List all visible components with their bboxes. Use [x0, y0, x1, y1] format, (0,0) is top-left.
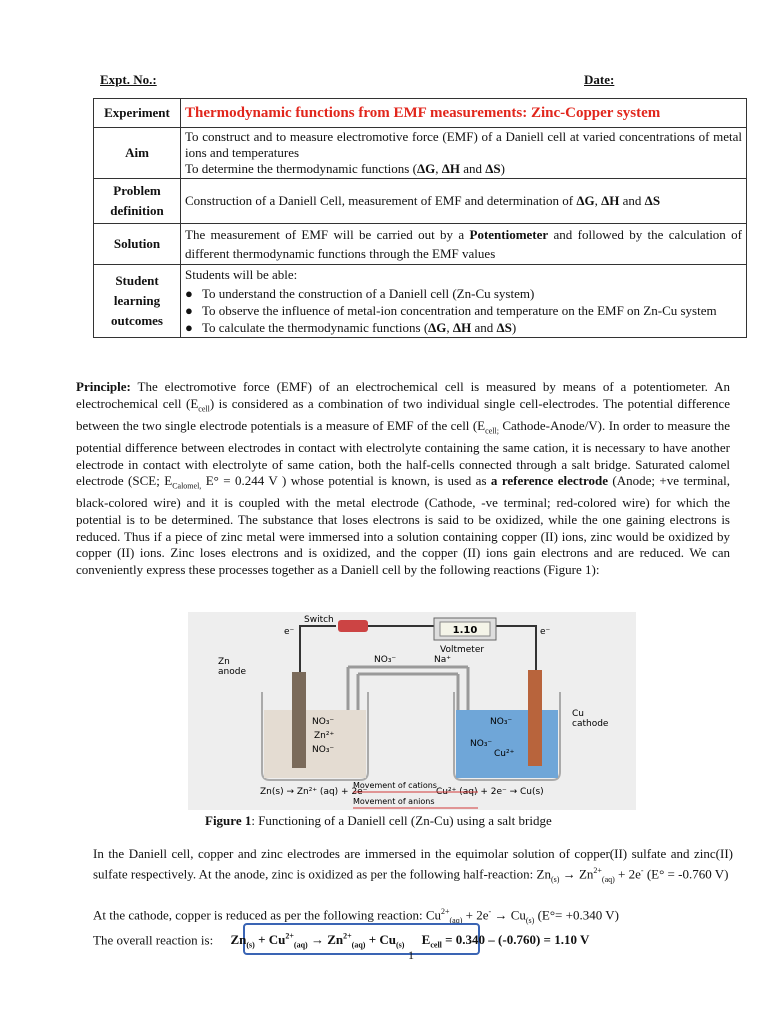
- aim-line1: To construct and to measure electromotive force (EMF) of a Daniell cell at varied concentrations of metal ions and temperatures: [185, 129, 742, 160]
- solution-cell: The measurement of EMF will be carried out by a Potentiometer and followed by the calculation of different thermodynamic functions through the EMF values: [181, 224, 747, 265]
- aim-label: Aim: [94, 128, 181, 179]
- date-label: Date:: [584, 72, 615, 87]
- problem-label: Problem definition: [94, 179, 181, 224]
- aim-cell: [181, 128, 747, 179]
- zn-anode-label-2: anode: [218, 667, 246, 677]
- list-item: ● To observe the influence of metal-ion concentration and temperature on the EMF on Zn-Cu system: [185, 303, 717, 318]
- bullet-icon: ●: [185, 320, 193, 335]
- figure-caption-label: Figure 1: [205, 813, 252, 828]
- aim-line2: To determine the thermodynamic functions (ΔG, ΔH and ΔS): [185, 161, 505, 176]
- figure-caption: [205, 813, 552, 829]
- cu-cathode-label-1: Cu: [572, 709, 584, 719]
- outcomes-label: Student learning outcomes: [94, 265, 181, 338]
- expt-no-label: Expt. No.:: [100, 72, 157, 87]
- solution-label: Solution: [94, 224, 181, 265]
- anode-paragraph: In the Daniell cell, copper and zinc electrodes are immersed in the equimolar solution of copper(II) sulfate and zinc(II) sulfate respectively. At the anode, zinc is oxidized as per the following half-reaction: $Zn_{(s)} \to Zn^{2+}_{(aq)} + 2e^-$ (E° = -0.760 V): [93, 846, 733, 884]
- figure-caption-text: : Functioning of a Daniell cell (Zn-Cu) using a salt bridge: [251, 813, 552, 828]
- table-row: [94, 265, 747, 338]
- daniell-cell-figure: [188, 612, 636, 810]
- table-row: [94, 224, 747, 265]
- list-item: ● To calculate the thermodynamic functions (ΔG, ΔH and ΔS): [185, 320, 517, 335]
- bullet-icon: ●: [185, 303, 193, 318]
- cations-label: Movement of cations: [353, 781, 437, 790]
- zn-anode-label-1: Zn: [218, 657, 230, 667]
- problem-cell: Construction of a Daniell Cell, measurement of EMF and determination of ΔG, ΔH and ΔS: [181, 179, 747, 224]
- bullet-icon: ●: [185, 286, 193, 301]
- experiment-label: Experiment: [94, 99, 181, 128]
- experiment-info-table: [93, 98, 747, 338]
- table-row: [94, 179, 747, 224]
- table-row: [94, 128, 747, 179]
- experiment-title: Thermodynamic functions from EMF measurements: Zinc-Copper system: [181, 99, 747, 128]
- principle-label: Principle:: [76, 379, 131, 394]
- bridge-na-label: Na⁺: [434, 655, 451, 665]
- right-ion-no3-2: NO₃⁻: [470, 739, 493, 749]
- principle-paragraph: Principle: The electromotive force (EMF) of an electrochemical cell is measured by means of a potentiometer. An electrochemical cell $(E_{cell})$ is considered as a combination of two individual single cell-electrodes. The potential difference between the two single electrode potentials is a measure of EMF of the cell ($E_{cell;}$ Cathode-Anode/V). In order to measure the potential difference between electrodes in contact with electrolyte containing the same cation, it is necessary to have another electrode in contact with electrolyte of same cation, both the half-cells connected through a salt bridge. Saturated calomel electrode (SCE; $E_{Calomel,}$ E° = 0.244 V ) whose potential is known, is used as a reference electrode (Anode; +ve terminal, black-colored wire) and it is coupled with the metal electrode (Cathode, -ve terminal; red-colored wire) for which the potential is to be determined. The substance that loses electrons is said to be oxidized, while the one gaining electrons is reduced. Thus if a piece of zinc metal were immersed into a solution containing copper (II) ions, zinc would be oxidized by copper (II) ions. Zinc loses electrons and is oxidized, and the copper (II) ions gain electrons and are reduced. We can conveniently express these processes together as a Daniell cell by the following reactions (Figure 1):: [76, 379, 731, 577]
- electron-right-label: e⁻: [540, 627, 551, 637]
- right-ion-no3-1: NO₃⁻: [490, 717, 513, 727]
- cathode-reaction: Cu²⁺ (aq) + 2e⁻ → Cu(s): [436, 787, 544, 797]
- anions-label: Movement of anions: [353, 797, 435, 806]
- left-ion-no3-1: NO₃⁻: [312, 717, 335, 727]
- left-ion-no3-2: NO₃⁻: [312, 745, 335, 755]
- list-item: ● To understand the construction of a Daniell cell (Zn-Cu system): [185, 286, 535, 301]
- cell-potential-calculation: $E_{cell} = 0.340 - (-0.760) = 1.10$ V: [421, 932, 590, 950]
- outcomes-cell: [181, 265, 747, 338]
- switch-label: Switch: [304, 615, 334, 625]
- page-number: 1: [408, 948, 414, 962]
- cu-cathode-label-2: cathode: [572, 719, 609, 729]
- anode-reaction: Zn(s) → Zn²⁺ (aq) + 2e⁻: [260, 787, 368, 797]
- right-ion-cu: Cu²⁺: [494, 749, 515, 759]
- zinc-anode: [292, 672, 306, 768]
- bridge-no3-label: NO₃⁻: [374, 655, 397, 665]
- cathode-paragraph: At the cathode, copper is reduced as per the following reaction: $Cu^{2+}_{(aq)} + 2e^- \to Cu_{(s)}$ (E°= +0.340 V): [93, 907, 619, 925]
- overall-reaction: $Zn_{(s)} + Cu^{2+}_{(aq)} \to Zn^{2+}_{(aq)} + Cu_{(s)}$: [230, 932, 405, 950]
- daniell-cell-diagram: [188, 612, 636, 810]
- electron-left-label: e⁻: [284, 627, 295, 637]
- left-ion-zn: Zn²⁺: [314, 731, 335, 741]
- voltmeter-label: Voltmeter: [440, 645, 485, 655]
- table-row: [94, 99, 747, 128]
- switch-icon: [338, 620, 368, 632]
- voltmeter-reading: 1.10: [452, 625, 478, 636]
- copper-cathode: [528, 670, 542, 766]
- overall-label: The overall reaction is:: [93, 932, 214, 948]
- outcomes-intro: Students will be able:: [185, 267, 298, 282]
